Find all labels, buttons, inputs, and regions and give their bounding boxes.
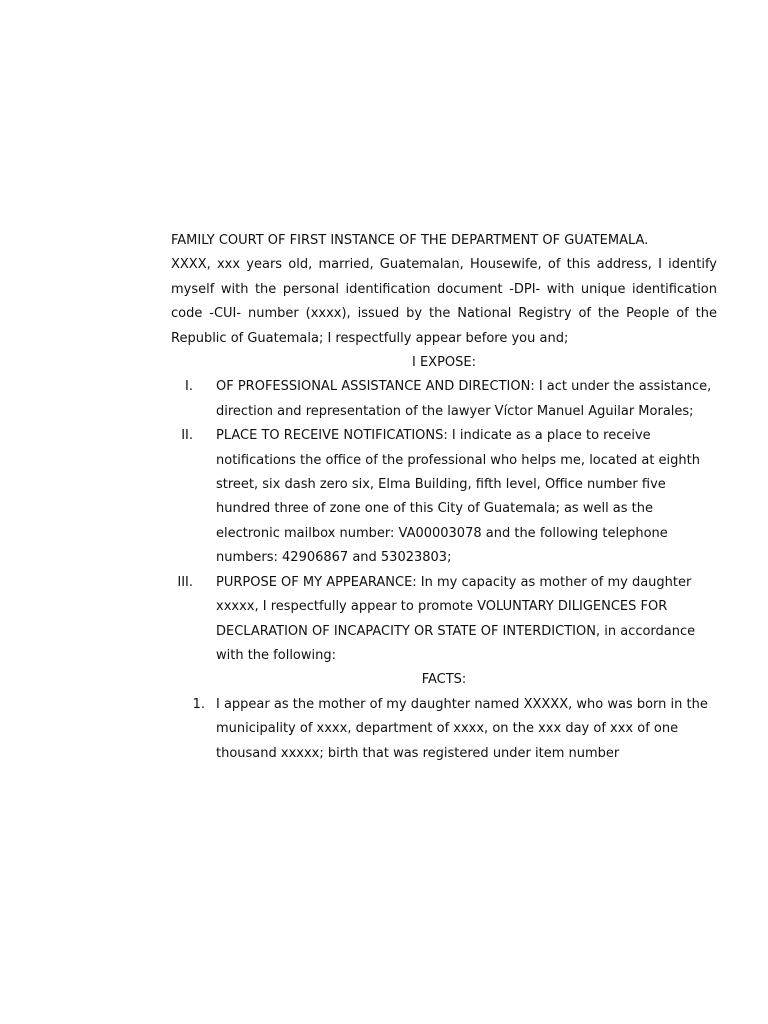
section-facts-title: FACTS:	[421, 672, 467, 688]
section-expose-title: I EXPOSE:	[411, 355, 476, 371]
expose-item-3	[171, 571, 717, 669]
list-item-text: I appear as the mother of my daughter named XXXXX, who was born in the municipality of xxxx, department of xxxx, on the xxx day of xxx of one thousand xxxxx; birth that was registered under item number	[216, 696, 708, 761]
document-body	[171, 229, 717, 766]
intro-paragraph: XXXX, xxx years old, married, Guatemalan, Housewife, of this address, I identify myself with the personal identification document -DPI- with unique identification code -CUI- number (xxxx), issued by the National Registry of the People of the Republic of Guatemala; I respectfully appear before you and;	[171, 257, 717, 346]
list-item-text: PLACE TO RECEIVE NOTIFICATIONS: I indicate as a place to receive notifications the office of the professional who helps me, located at eighth street, six dash zero six, Elma Building, fifth level, Office number five hundred three of zone one of this City of Guatemala; as well as the electronic mailbox number: VA00003078 and the following telephone numbers: 42906867 and 53023803;	[216, 428, 700, 566]
list-marker: I.	[185, 379, 193, 395]
list-marker: III.	[177, 574, 193, 590]
facts-item-1	[171, 693, 717, 766]
list-item-text: OF PROFESSIONAL ASSISTANCE AND DIRECTION: I act under the assistance, direction and representation of the lawyer Víctor Manuel Aguilar Morales;	[216, 379, 712, 419]
list-item-text: PURPOSE OF MY APPEARANCE: In my capacity as mother of my daughter xxxxx, I respectfully appear to promote VOLUNTARY DILIGENCES FOR DECLARATION OF INCAPACITY OR STATE OF INTERDICTION, in accordance with the following:	[216, 574, 696, 663]
expose-item-1	[171, 375, 717, 424]
facts-list	[171, 693, 717, 766]
list-marker: II.	[181, 428, 193, 444]
expose-item-2	[171, 424, 717, 570]
list-marker: 1.	[192, 696, 205, 712]
expose-list	[171, 375, 717, 668]
court-heading: FAMILY COURT OF FIRST INSTANCE OF THE DEPARTMENT OF GUATEMALA.	[171, 233, 649, 248]
